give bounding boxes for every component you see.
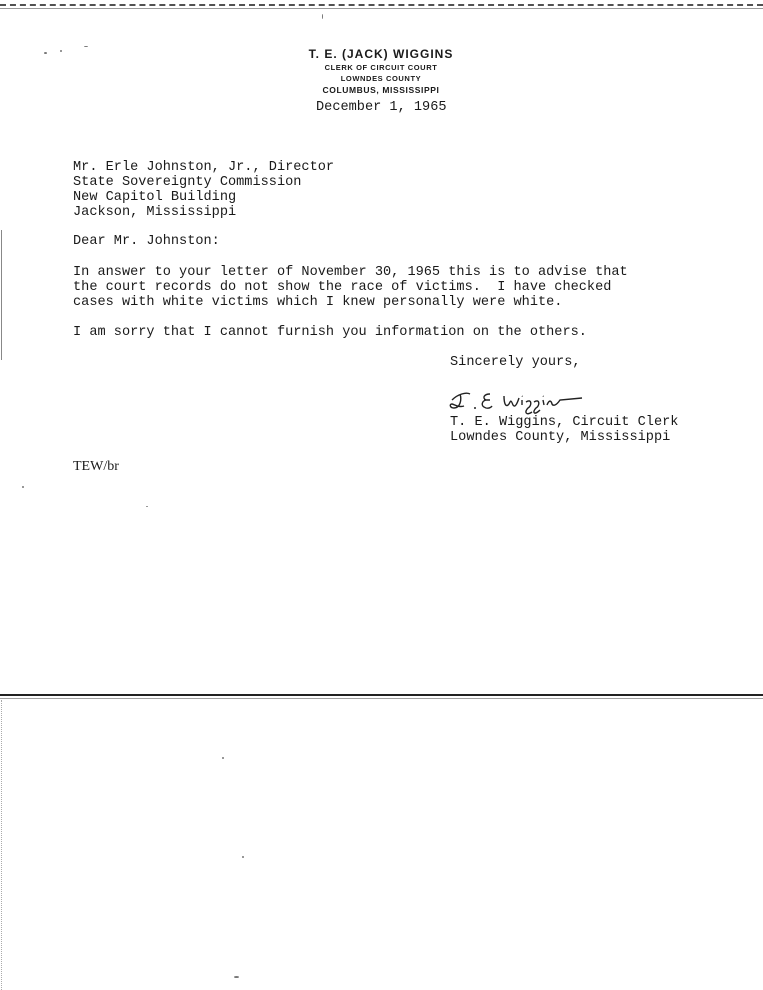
letterhead-name: T. E. (JACK) WIGGINS [308,47,454,61]
recipient-address [73,160,334,220]
signer-block [450,415,678,445]
scan-speck [322,14,323,19]
letterhead [270,47,492,97]
recipient-line-3: New Capitol Building [73,190,237,205]
body-paragraph-1 [73,265,628,310]
recipient-line-1: Mr. Erle Johnston, Jr., Director [73,160,335,175]
scan-speck [234,976,239,978]
salutation: Dear Mr. Johnston: [73,234,220,249]
handwritten-signature [446,386,606,416]
scan-speck [44,52,47,54]
recipient-line-4: Jackson, Mississippi [73,205,237,220]
left-edge-mark [1,230,2,360]
body-p1-line-2: the court records do not show the race of victims. I have checked [73,280,612,295]
scan-speck [242,856,244,858]
body-p1-line-1: In answer to your letter of November 30, 1965 this is to advise that [73,265,628,280]
scan-speck [84,46,88,47]
top-edge-rule-secondary [0,8,763,9]
signer-line-1: T. E. Wiggins, Circuit Clerk [450,415,679,430]
lower-left-edge-mark [1,700,2,990]
signer-line-2: Lowndes County, Mississippi [450,430,671,445]
body-paragraph-2 [73,325,587,340]
letterhead-city: COLUMBUS, MISSISSIPPI [322,85,440,95]
reference-initials: TEW/br [73,459,119,474]
body-p2-line-1: I am sorry that I cannot furnish you information on the others. [73,325,587,340]
scan-speck [222,757,224,759]
top-edge-rule [0,4,763,6]
page-fold-rule [0,694,763,696]
body-p1-line-3: cases with white victims which I knew personally were white. [73,295,563,310]
letterhead-title: CLERK OF CIRCUIT COURT [324,63,438,72]
scan-speck [60,50,62,52]
page-fold-rule-secondary [0,698,763,699]
scan-speck [22,486,24,488]
letter-date: December 1, 1965 [316,100,447,115]
letterhead-county: LOWNDES COUNTY [340,74,422,83]
scan-speck [146,506,148,507]
closing: Sincerely yours, [450,355,581,370]
recipient-line-2: State Sovereignty Commission [73,175,302,190]
